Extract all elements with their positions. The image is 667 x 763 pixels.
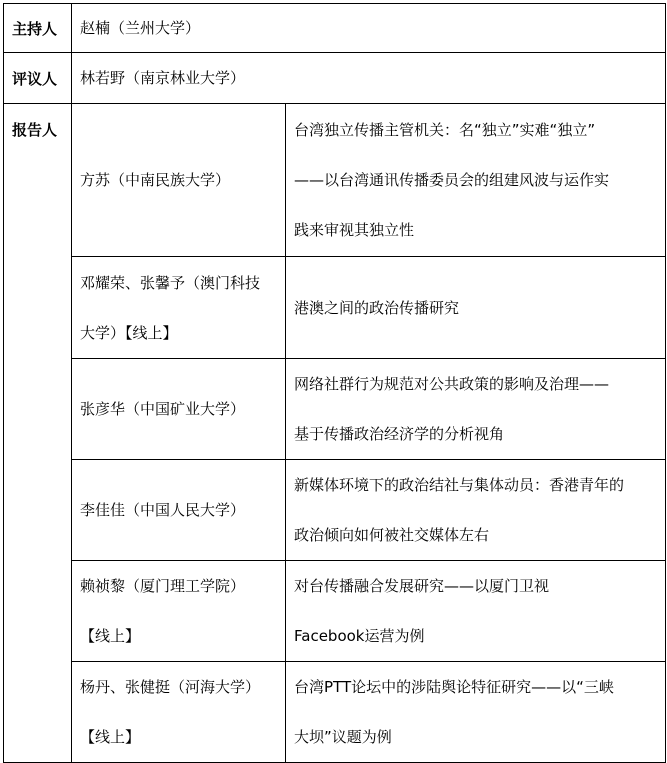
host-row bbox=[4, 4, 666, 53]
paper-title-line: 政治倾向如何被社交媒体左右 bbox=[294, 526, 490, 544]
presenter-name-line: 邓耀荣、张馨予（澳门科技 bbox=[80, 273, 261, 292]
reviewer-row bbox=[4, 53, 666, 104]
reviewer-label: 评议人 bbox=[4, 53, 72, 104]
paper-title-line: 台湾PTT论坛中的涉陆舆论特征研究——以“三峡 bbox=[294, 678, 614, 696]
presenter-name: 李佳佳（中国人民大学） bbox=[72, 460, 286, 561]
paper-title-line: 基于传播政治经济学的分析视角 bbox=[294, 425, 505, 443]
paper-title-line: 港澳之间的政治传播研究 bbox=[294, 298, 460, 317]
paper-title bbox=[286, 104, 666, 257]
paper-title-line: 对台传播融合发展研究——以厦门卫视 bbox=[294, 577, 550, 595]
presenter-name-line: 杨丹、张健挺（河海大学） bbox=[80, 678, 261, 696]
presenter-row bbox=[4, 662, 666, 763]
presenter-name bbox=[72, 257, 286, 359]
reviewer-name: 林若野（南京林业大学） bbox=[72, 53, 666, 104]
paper-title-line: Facebook运营为例 bbox=[294, 627, 425, 645]
presenter-name: 张彦华（中国矿业大学） bbox=[72, 359, 286, 460]
session-table bbox=[3, 3, 666, 763]
presenter-row bbox=[4, 257, 666, 359]
presenter-name bbox=[72, 561, 286, 662]
paper-title-line: 大坝”议题为例 bbox=[294, 728, 392, 746]
paper-title-line: 践来审视其独立性 bbox=[294, 221, 415, 239]
host-name: 赵楠（兰州大学） bbox=[72, 4, 666, 53]
paper-title bbox=[286, 662, 666, 763]
presenter-row bbox=[4, 104, 666, 257]
paper-title-line: 新媒体环境下的政治结社与集体动员：香港青年的 bbox=[294, 476, 625, 494]
host-label: 主持人 bbox=[4, 4, 72, 53]
presenter-row bbox=[4, 359, 666, 460]
paper-title bbox=[286, 561, 666, 662]
presenter-row bbox=[4, 561, 666, 662]
paper-title bbox=[286, 257, 666, 359]
presenter-name: 方苏（中南民族大学） bbox=[72, 104, 286, 257]
paper-title bbox=[286, 359, 666, 460]
paper-title bbox=[286, 460, 666, 561]
paper-title-line: 网络社群行为规范对公共政策的影响及治理—— bbox=[294, 375, 610, 393]
presenter-name-line: 赖祯黎（厦门理工学院） bbox=[80, 577, 246, 595]
paper-title-line: 台湾独立传播主管机关：名“独立”实难“独立” bbox=[294, 121, 596, 139]
presenter-name-line: 【线上】 bbox=[80, 728, 141, 746]
presenters-label: 报告人 bbox=[4, 104, 72, 763]
presenter-name bbox=[72, 662, 286, 763]
paper-title-line: ——以台湾通讯传播委员会的组建风波与运作实 bbox=[294, 171, 610, 189]
presenter-name-line: 大学）【线上】 bbox=[80, 323, 178, 342]
presenter-name-line: 【线上】 bbox=[80, 627, 141, 645]
presenter-row bbox=[4, 460, 666, 561]
